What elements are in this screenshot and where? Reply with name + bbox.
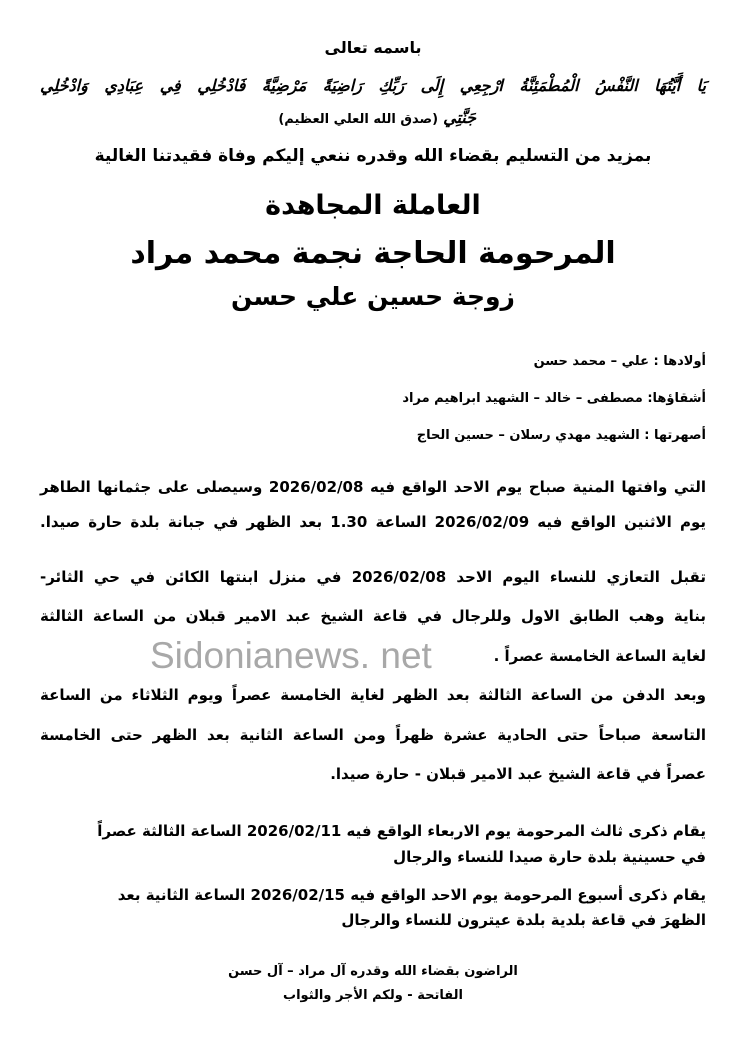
- condolences-line-1: تقبل التعازي للنساء اليوم الاحد 2026/02/08 في منزل ابنتها الكائن في حي الثائر-: [40, 568, 706, 586]
- third-day-memorial-line-2: في حسينية بلدة حارة صيدا للنساء والرجال: [393, 848, 706, 866]
- funeral-line-2: يوم الاثنين الواقع فيه 2026/02/09 الساعة 1.30 بعد الظهر في جبانة بلدة حارة صيدا.: [40, 513, 706, 531]
- quran-verse: يَا أَيَّتُهَا النَّفْسُ الْمُطْمَئِنَّةُ ارْجِعِي إِلَى رَبِّكِ رَاضِيَةً مَرْضِيَّةً فَادْخُلِي فِي عِبَادِي وَادْخُلِي: [40, 76, 706, 95]
- condolences-line-4: وبعد الدفن من الساعة الثالثة بعد الظهر لغاية الخامسة عصراً ويوم الثلاثاء من الساعة: [40, 686, 706, 704]
- week-memorial-line-2: الظهرَ في قاعة بلدية بلدة عيترون للنساء والرجال: [341, 911, 706, 929]
- verse-citation: (صدق الله العلي العظيم): [278, 112, 439, 127]
- family-siblings: أشقاؤها: مصطفى – خالد – الشهيد ابراهيم مراد: [402, 391, 706, 406]
- site-watermark: Sidonianews. net: [150, 635, 432, 676]
- mourners-line: الراضون بقضاء الله وقدره آل مراد – آل حسن: [228, 964, 518, 979]
- condolences-line-2: بناية وهب الطابق الاول وللرجال في قاعة الشيخ عبد الامير قبلان من الساعة الثالثة: [40, 607, 706, 625]
- family-in-laws: أصهرتها : الشهيد مهدي رسلان – حسين الحاج: [416, 428, 706, 443]
- deceased-name: المرحومة الحاجة نجمة محمد مراد: [130, 236, 616, 271]
- deceased-descriptor: العاملة المجاهدة: [265, 190, 481, 221]
- condolences-line-5: التاسعة صباحاً حتى الحادية عشرة ظهراً ومن الساعة الثانية بعد الظهر حتى الخامسة: [40, 726, 706, 744]
- announcement: بمزيد من التسليم بقضاء الله وقدره ننعي إليكم وفاة فقيدتنا الغالية: [94, 146, 652, 166]
- third-day-memorial-line-1: يقام ذكرى ثالث المرحومة يوم الاربعاء الواقع فيه 2026/02/11 الساعة الثالثة عصراً: [97, 822, 706, 840]
- verse-end-line: [278, 108, 476, 127]
- verse-end: جَنَّتِي: [443, 108, 476, 127]
- deceased-spouse: زوجة حسين علي حسن: [231, 282, 515, 311]
- week-memorial-line-1: يقام ذكرى أسبوع المرحومة يوم الاحد الواقع فيه 2026/02/15 الساعة الثانية بعد: [117, 886, 706, 904]
- family-children: أولادها : علي – محمد حسن: [533, 354, 706, 369]
- funeral-line-1: التي وافتها المنية صباح يوم الاحد الواقع فيه 2026/02/08 وسيصلى على جثمانها الطاهر: [40, 478, 706, 496]
- closing-line: الفاتحة - ولكم الأجر والثواب: [283, 988, 463, 1003]
- bismillah-heading: باسمه تعالى: [324, 38, 422, 57]
- condolences-line-6: عصراً في قاعة الشيخ عبد الامير قبلان - حارة صيدا.: [330, 765, 706, 783]
- condolences-line-3: لغاية الساعة الخامسة عصراً .: [493, 647, 706, 665]
